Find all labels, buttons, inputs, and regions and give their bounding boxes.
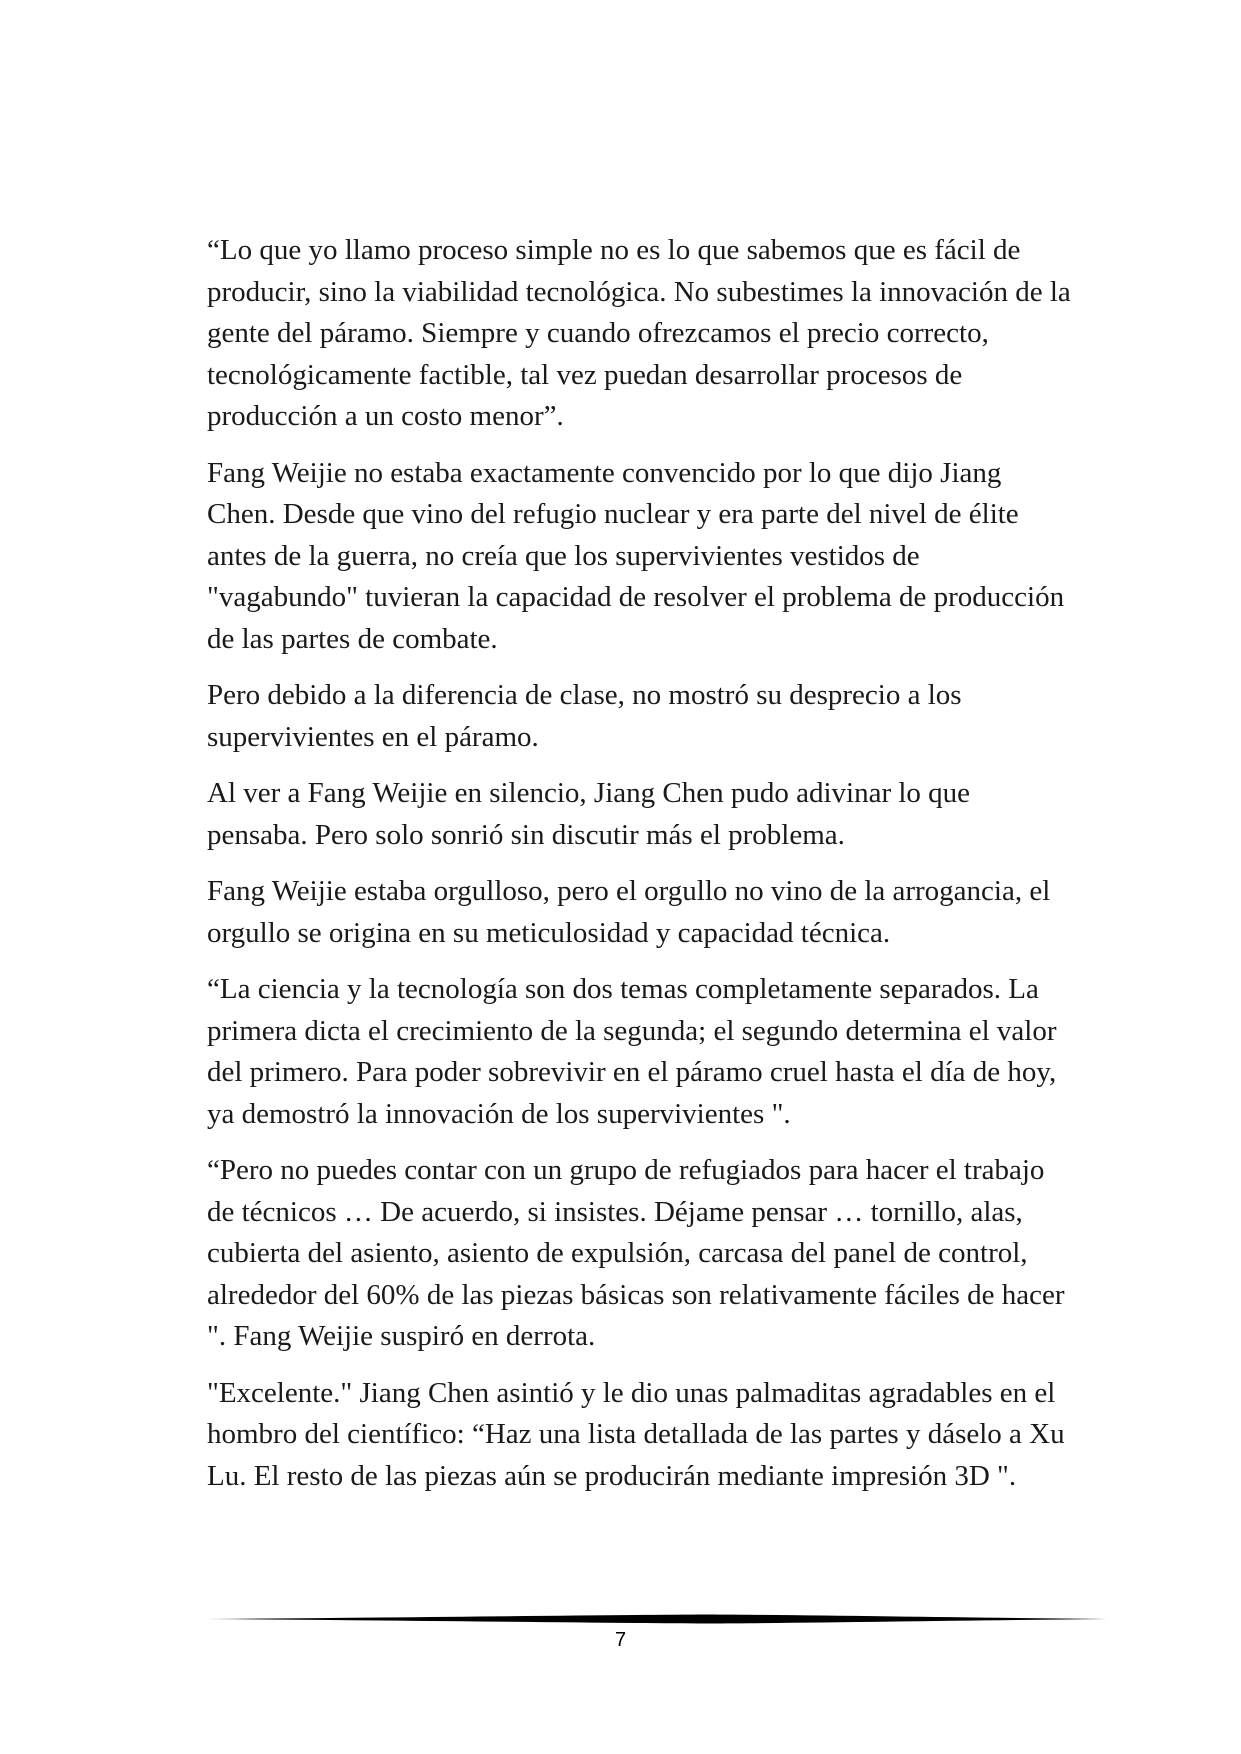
paragraph: Fang Weijie estaba orgulloso, pero el orgullo no vino de la arrogancia, el orgullo se origina en su meticulosidad y capacidad técnica. — [207, 875, 1051, 949]
paragraph: Pero debido a la diferencia de clase, no mostró su desprecio a los supervivientes en el páramo. — [207, 679, 962, 753]
footer-divider — [207, 1612, 1107, 1626]
paragraph: “Lo que yo llamo proceso simple no es lo que sabemos que es fácil de producir, sino la viabilidad tecnológica. No subestimes la innovación de la gente del páramo. Siempre y cuando ofrezcamos el precio correcto, tecnológicamente factible, tal vez puedan desarrollar procesos de producción a un costo menor”. — [207, 234, 1071, 432]
paragraph: "Excelente." Jiang Chen asintió y le dio unas palmaditas agradables en el hombro del científico: “Haz una lista detallada de las partes y dáselo a Xu Lu. El resto de las piezas aún se producirán mediante impresión 3D ". — [207, 1376, 1065, 1492]
paragraph: Fang Weijie no estaba exactamente convencido por lo que dijo Jiang Chen. Desde que vino del refugio nuclear y era parte del nivel de élite antes de la guerra, no creía que los supervivientes vestidos de "vagabundo" tuvieran la capacidad de resolver el problema de producción de las partes de combate. — [207, 456, 1065, 655]
paragraph: Al ver a Fang Weijie en silencio, Jiang Chen pudo adivinar lo que pensaba. Pero solo sonrió sin discutir más el problema. — [207, 777, 971, 851]
body-text — [207, 230, 1077, 1512]
page-number: 7 — [614, 1629, 627, 1651]
paragraph: “Pero no puedes contar con un grupo de refugiados para hacer el trabajo de técnicos … De acuerdo, si insistes. Déjame pensar … tornillo, alas, cubierta del asiento, asiento de expulsión, carcasa del panel de control, alrededor del 60% de las piezas básicas son relativamente fáciles de hacer ". Fang Weijie suspiró en derrota. — [207, 1154, 1065, 1352]
paragraph: “La ciencia y la tecnología son dos temas completamente separados. La primera dicta el crecimiento de la segunda; el segundo determina el valor del primero. Para poder sobrevivir en el páramo cruel hasta el día de hoy, ya demostró la innovación de los supervivientes ". — [207, 973, 1057, 1130]
